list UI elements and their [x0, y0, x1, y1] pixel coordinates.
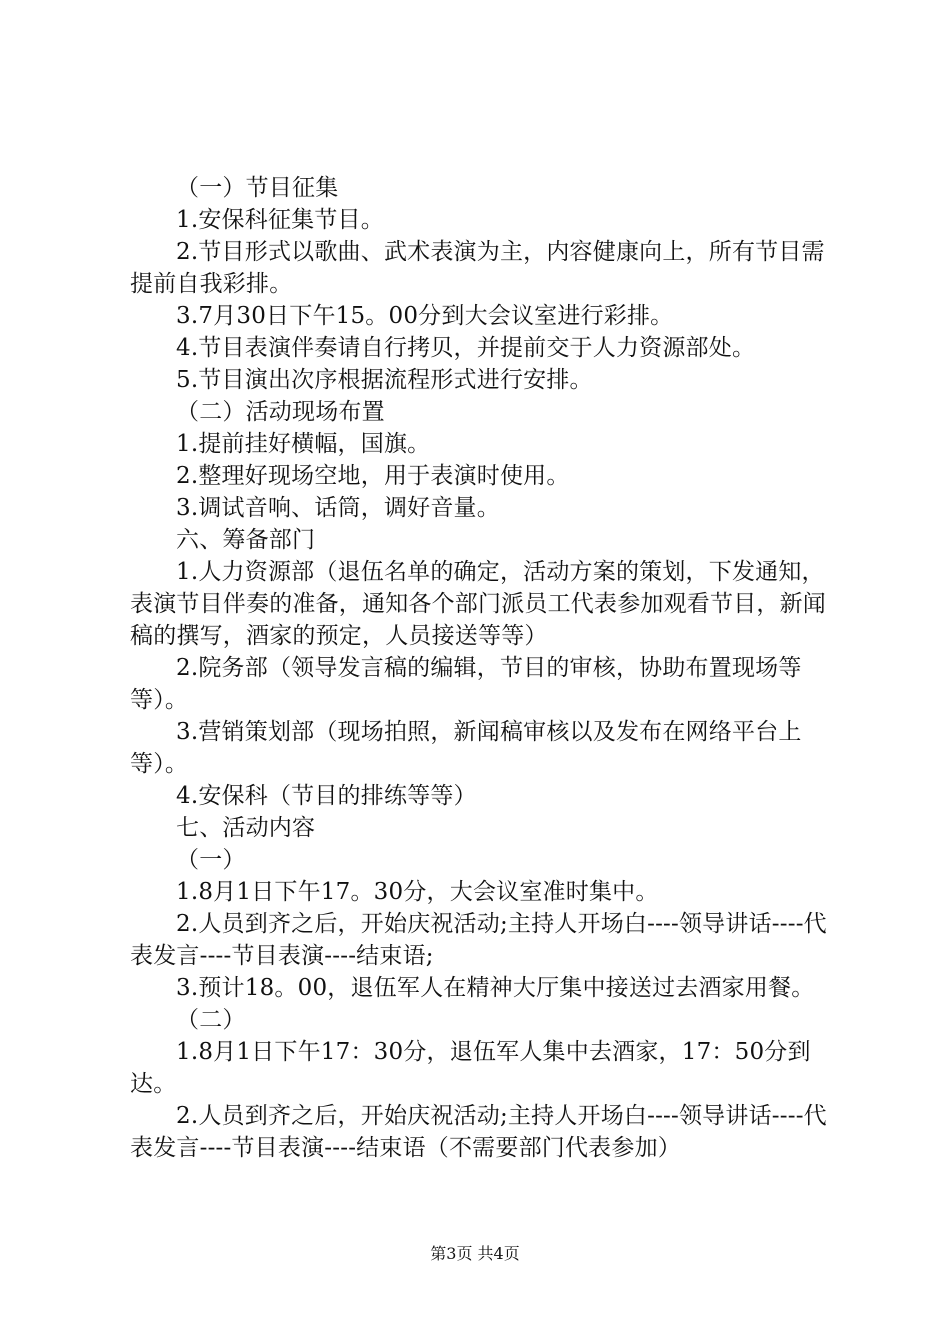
- list-item: 3.营销策划部（现场拍照，新闻稿审核以及发布在网络平台上等）。: [130, 719, 802, 777]
- list-item: 1.8月1日下午17。30分，大会议室准时集中。: [176, 879, 659, 905]
- section-heading-departments: 六、筹备部门: [176, 527, 316, 553]
- list-item: 2.院务部（领导发言稿的编辑，节目的审核，协助布置现场等等）。: [130, 655, 802, 713]
- section-heading-program-collection: （一）节目征集: [176, 175, 339, 201]
- subsection-heading-part-one: （一）: [176, 847, 246, 873]
- document-body: [130, 172, 830, 1164]
- list-item: 2.整理好现场空地，用于表演时使用。: [176, 463, 570, 489]
- list-item: 3.预计18。00，退伍军人在精神大厅集中接送过去酒家用餐。: [176, 975, 815, 1001]
- list-item: 2.人员到齐之后，开始庆祝活动;主持人开场白----领导讲话----代表发言----节目表演----结束语;: [130, 911, 827, 969]
- list-item: 1.人力资源部（退伍名单的确定，活动方案的策划，下发通知，表演节目伴奏的准备，通知各个部门派员工代表参加观看节目，新闻稿的撰写，酒家的预定，人员接送等等）: [130, 559, 826, 649]
- list-item: 1.提前挂好横幅，国旗。: [176, 431, 431, 457]
- list-item: 3.7月30日下午15。00分到大会议室进行彩排。: [176, 303, 674, 329]
- list-item: 2.节目形式以歌曲、武术表演为主，内容健康向上，所有节目需提前自我彩排。: [130, 239, 825, 297]
- list-item: 4.安保科（节目的排练等等）: [176, 783, 477, 809]
- list-item: 4.节目表演伴奏请自行拷贝，并提前交于人力资源部处。: [176, 335, 756, 361]
- list-item: 1.安保科征集节目。: [176, 207, 384, 233]
- subsection-heading-part-two: （二）: [176, 1007, 246, 1033]
- section-heading-activity-content: 七、活动内容: [176, 815, 316, 841]
- list-item: 3.调试音响、话筒，调好音量。: [176, 495, 500, 521]
- list-item: 2.人员到齐之后，开始庆祝活动;主持人开场白----领导讲话----代表发言----节目表演----结束语（不需要部门代表参加）: [130, 1103, 827, 1161]
- list-item: 5.节目演出次序根据流程形式进行安排。: [176, 367, 593, 393]
- list-item: 1.8月1日下午17：30分，退伍军人集中去酒家，17：50分到达。: [130, 1039, 811, 1097]
- page-number-footer: 第3页 共4页: [430, 1244, 520, 1263]
- section-heading-venue-setup: （二）活动现场布置: [176, 399, 385, 425]
